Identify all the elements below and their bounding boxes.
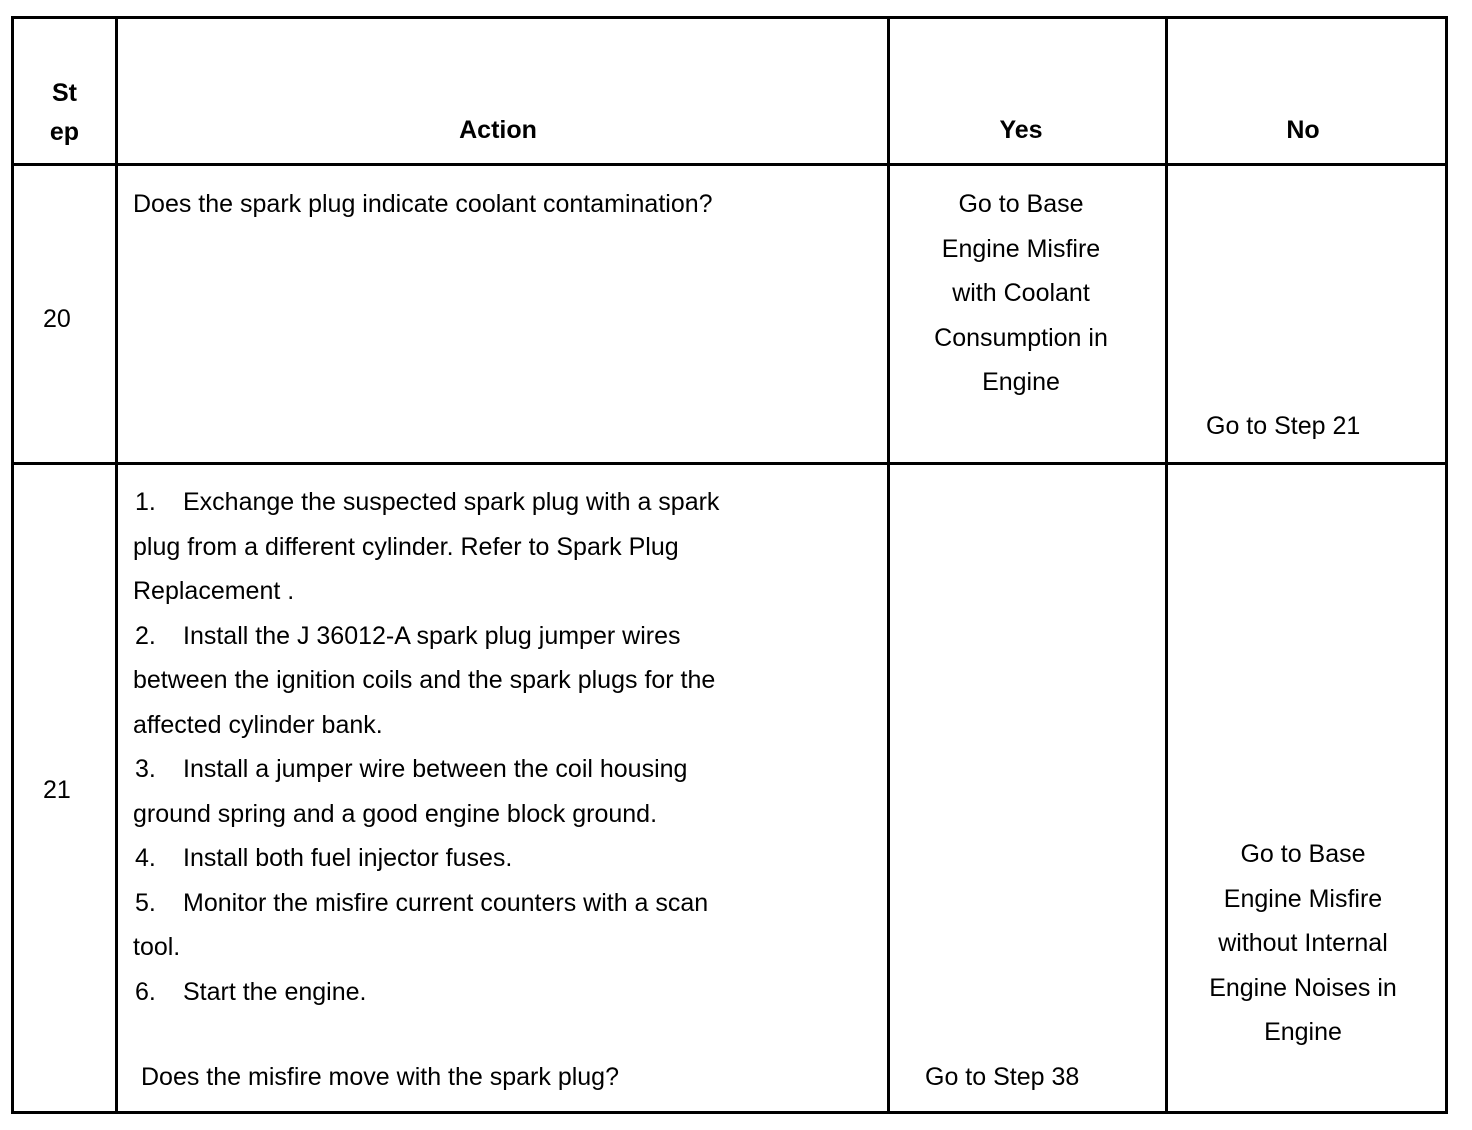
no-line: Engine Misfire <box>1223 884 1383 913</box>
step-number: 21 <box>43 776 71 804</box>
header-no: No <box>1286 116 1320 144</box>
action-step-item <box>133 480 893 525</box>
header-action: Action <box>459 116 537 144</box>
action-steps <box>133 480 893 1014</box>
step-item-text: Exchange the suspected spark plug with a spark <box>183 488 720 516</box>
no-result <box>1168 832 1438 1055</box>
step-item-continuation: affected cylinder bank. <box>133 710 383 739</box>
yes-line: Engine <box>982 368 1060 396</box>
row-divider <box>14 163 1445 166</box>
step-item-text: Start the engine. <box>183 977 367 1006</box>
header-yes: Yes <box>999 116 1043 144</box>
step-item-text: Install both fuel injector fuses. <box>183 844 513 872</box>
step-item-continuation: plug from a different cylinder. Refer to Spark Plug <box>133 532 679 561</box>
yes-result <box>890 182 1152 405</box>
no-line: Go to Base <box>1240 840 1366 868</box>
step-item-number: 5. <box>135 888 156 917</box>
action-step-item <box>133 970 893 1015</box>
step-item-text: Install a jumper wire between the coil housing <box>183 755 688 783</box>
header-step <box>14 74 115 152</box>
header-step-line2: ep <box>49 118 80 146</box>
step-number: 20 <box>43 305 71 333</box>
no-line: Engine Noises in <box>1209 973 1397 1002</box>
yes-line: Consumption in <box>934 323 1108 352</box>
diagnostic-table <box>11 16 1448 1114</box>
action-step-item <box>133 614 893 659</box>
action-step-item <box>133 881 893 926</box>
yes-line: Go to Base <box>958 190 1084 218</box>
no-result: Go to Step 21 <box>1206 412 1361 440</box>
step-item-continuation: Replacement . <box>133 577 295 605</box>
no-line: Engine <box>1264 1018 1342 1046</box>
action-step-item <box>133 747 893 792</box>
step-item-continuation: tool. <box>133 933 181 961</box>
step-item-number: 4. <box>135 844 156 872</box>
step-item-text: Install the J 36012-A spark plug jumper wires <box>183 621 681 650</box>
step-item-number: 6. <box>135 977 156 1006</box>
yes-line: Engine Misfire <box>941 234 1101 263</box>
row-divider <box>14 462 1445 465</box>
step-item-number: 2. <box>135 621 156 650</box>
no-line: without Internal <box>1218 929 1388 957</box>
step-item-number: 3. <box>135 755 156 783</box>
action-step-item <box>133 836 893 881</box>
header-step-line1: St <box>52 79 77 107</box>
step-item-continuation: ground spring and a good engine block ground. <box>133 799 658 828</box>
step-item-number: 1. <box>135 488 156 516</box>
yes-line: with Coolant <box>952 279 1090 307</box>
action-text: Does the spark plug indicate coolant contamination? <box>133 190 713 218</box>
yes-result: Go to Step 38 <box>925 1063 1080 1091</box>
column-divider <box>115 19 118 1111</box>
action-question: Does the misfire move with the spark plug? <box>141 1063 619 1091</box>
step-item-text: Monitor the misfire current counters with a scan <box>183 888 709 917</box>
step-item-continuation: between the ignition coils and the spark plugs for the <box>133 666 716 694</box>
